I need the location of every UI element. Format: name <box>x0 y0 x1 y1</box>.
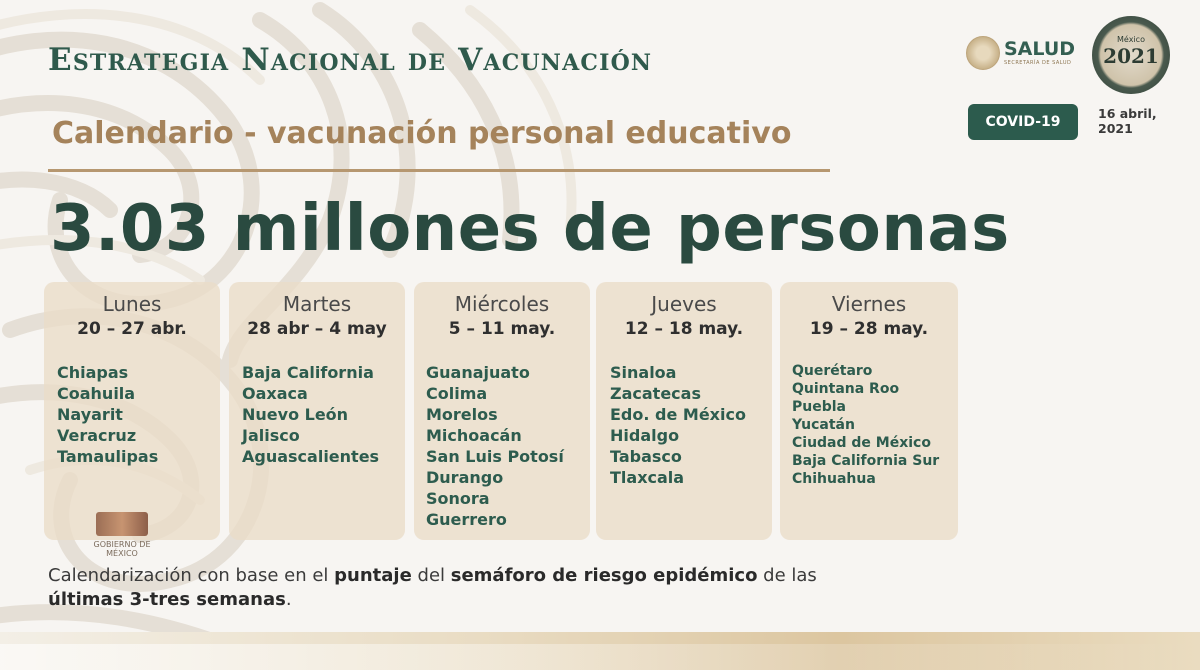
footnote-text: de las <box>757 565 817 586</box>
list-item: Colima <box>426 384 488 403</box>
seal-year: 2021 <box>1103 44 1159 68</box>
day-card-lunes <box>44 282 220 540</box>
day-range: 28 abr – 4 may <box>247 319 387 339</box>
list-item: Yucatán <box>792 417 855 433</box>
day-name: Miércoles <box>454 292 550 316</box>
list-item: Puebla <box>792 399 846 415</box>
day-range: 19 – 28 may. <box>809 319 929 339</box>
gobierno-emblem-icon <box>96 512 148 536</box>
list-item: Nayarit <box>57 405 123 424</box>
subtitle-divider <box>48 169 830 172</box>
list-item: Veracruz <box>57 426 137 445</box>
day-card-miercoles <box>414 282 590 540</box>
seal-country: México <box>1117 35 1145 44</box>
schedule-columns <box>44 282 960 540</box>
gobierno-logo-text: GOBIERNO DE MÉXICO <box>93 540 151 558</box>
date-label: 16 abril, 2021 <box>1098 106 1157 136</box>
list-item: Chihuahua <box>792 471 876 487</box>
day-name: Jueves <box>651 292 717 316</box>
list-item: Ciudad de México <box>792 435 931 451</box>
list-item: Oaxaca <box>242 384 308 403</box>
list-item: Durango <box>426 468 504 487</box>
day-name: Viernes <box>831 292 907 316</box>
state-list <box>610 362 746 488</box>
list-item: Baja California <box>242 363 374 382</box>
gobierno-de-mexico-logo <box>90 510 154 562</box>
day-range: 5 – 11 may. <box>448 319 556 339</box>
list-item: Sonora <box>426 489 490 508</box>
list-item: Baja California Sur <box>792 453 940 469</box>
salud-sublabel: SECRETARÍA DE SALUD <box>1004 60 1072 66</box>
list-item: Tlaxcala <box>610 468 685 487</box>
list-item: Hidalgo <box>610 426 680 445</box>
list-item: Aguascalientes <box>242 447 380 466</box>
day-card-viernes <box>780 282 958 540</box>
list-item: Zacatecas <box>610 384 701 403</box>
list-item: Tamaulipas <box>57 447 159 466</box>
footnote-text: del <box>411 565 451 586</box>
list-item: Edo. de México <box>610 405 746 424</box>
salud-emblem-icon <box>966 36 1000 70</box>
day-range: 12 – 18 may. <box>624 319 744 339</box>
salud-label: SALUD <box>1004 38 1076 60</box>
state-list <box>792 362 939 488</box>
state-list <box>426 362 564 530</box>
list-item: Jalisco <box>242 426 300 445</box>
list-item: Querétaro <box>792 363 873 379</box>
page-title: Estrategia Nacional de Vacunación <box>48 42 653 78</box>
list-item: Guerrero <box>426 510 507 529</box>
footnote-text: Calendarización con base en el <box>48 565 335 586</box>
footnote-bold: últimas 3-tres semanas <box>48 589 286 610</box>
list-item: San Luis Potosí <box>426 447 564 466</box>
mexico-2021-seal <box>1092 16 1170 94</box>
day-range: 20 – 27 abr. <box>77 319 187 339</box>
day-card-jueves <box>596 282 772 540</box>
list-item: Sinaloa <box>610 363 677 382</box>
list-item: Michoacán <box>426 426 522 445</box>
day-card-martes <box>229 282 405 540</box>
list-item: Guanajuato <box>426 363 530 382</box>
list-item: Nuevo León <box>242 405 349 424</box>
list-item: Tabasco <box>610 447 682 466</box>
list-item: Coahuila <box>57 384 136 403</box>
footnote-text: . <box>285 589 292 610</box>
covid-badge: COVID-19 <box>968 104 1078 140</box>
headline-total: 3.03 millones de personas <box>50 192 1010 266</box>
day-name: Martes <box>282 292 352 316</box>
list-item: Quintana Roo <box>792 381 900 397</box>
bottom-decorative-bar <box>0 632 1200 670</box>
day-name: Lunes <box>102 292 162 316</box>
list-item: Morelos <box>426 405 498 424</box>
footnote <box>48 564 928 612</box>
list-item: Chiapas <box>57 363 129 382</box>
state-list <box>242 362 379 467</box>
footnote-bold: puntaje <box>334 565 412 586</box>
footnote-bold: semáforo de riesgo epidémico <box>450 565 758 586</box>
page-subtitle: Calendario - vacunación personal educativo <box>52 116 792 151</box>
salud-logo <box>966 36 1076 76</box>
state-list <box>57 362 158 467</box>
